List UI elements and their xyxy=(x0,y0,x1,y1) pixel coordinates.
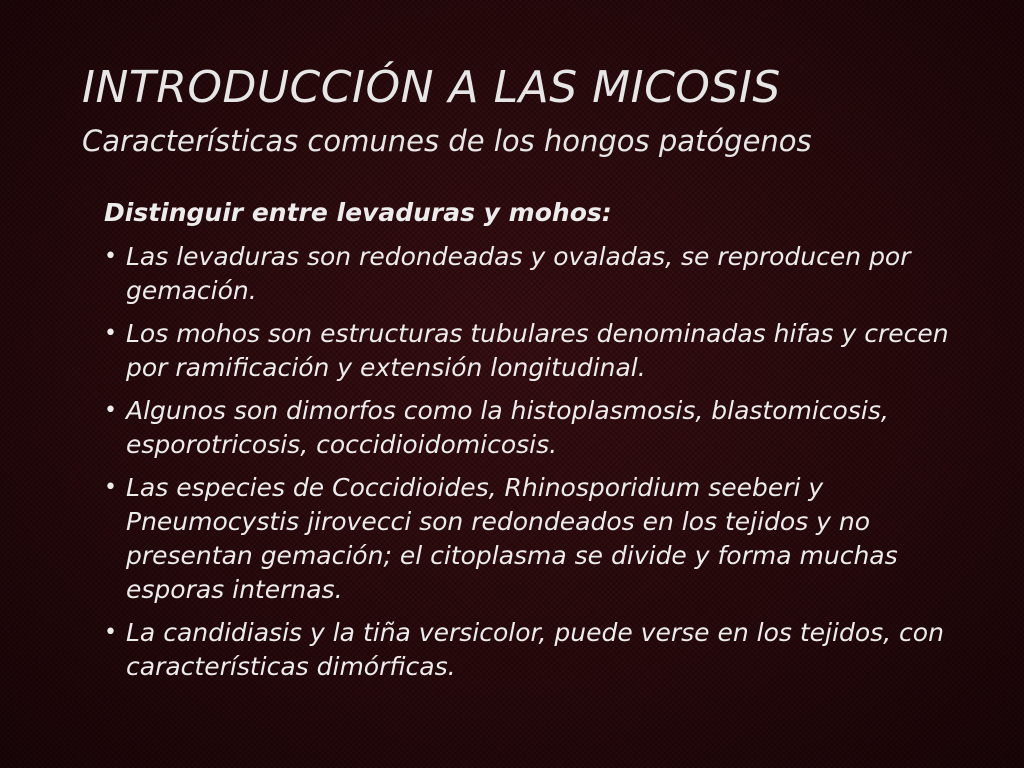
bullet-item xyxy=(104,394,984,462)
bullet-item xyxy=(104,240,984,308)
bullet-text: Las levaduras son redondeadas y ovaladas, se reproducen por gemación. xyxy=(126,241,911,305)
bullet-text: La candidiasis y la tiña versicolor, puede verse en los tejidos, con características dimórficas. xyxy=(126,617,944,681)
slide-content xyxy=(104,196,984,693)
bullet-item xyxy=(104,616,984,684)
bullet-list xyxy=(104,240,984,684)
slide-subtitle: Características comunes de los hongos patógenos xyxy=(82,124,812,158)
bullet-icon: • xyxy=(104,619,117,645)
bullet-item xyxy=(104,471,984,607)
bullet-text: Algunos son dimorfos como la histoplasmosis, blastomicosis, esporotricosis, coccidioidomicosis. xyxy=(126,395,889,459)
slide-title: INTRODUCCIÓN A LAS MICOSIS xyxy=(82,62,781,113)
bullet-icon: • xyxy=(104,474,117,500)
bullet-item xyxy=(104,317,984,385)
bullet-text: Las especies de Coccidioides, Rhinosporidium seeberi y Pneumocystis jirovecci son redondeados en los tejidos y no presentan gemación; el citoplasma se divide y forma muchas esporas internas. xyxy=(126,472,898,604)
bullet-icon: • xyxy=(104,320,117,346)
bullet-text: Los mohos son estructuras tubulares denominadas hifas y crecen por ramificación y extensión longitudinal. xyxy=(126,318,949,382)
bullet-icon: • xyxy=(104,397,117,423)
section-heading: Distinguir entre levaduras y mohos: xyxy=(104,198,612,227)
bullet-icon: • xyxy=(104,243,117,269)
